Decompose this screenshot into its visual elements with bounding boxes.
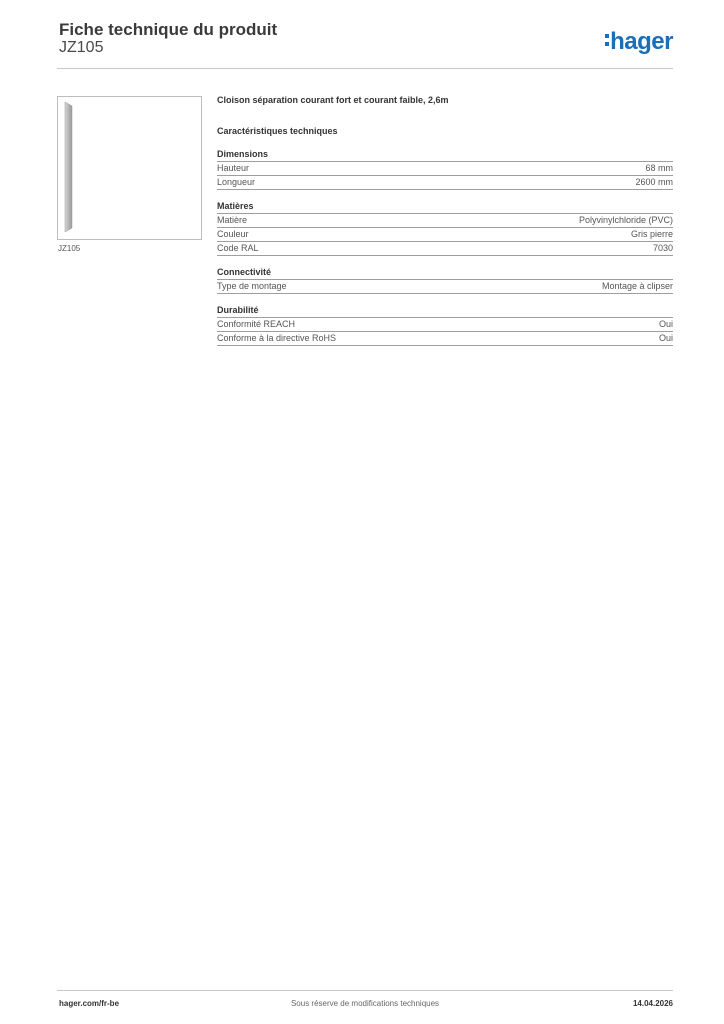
spec-value: Montage à clipser [601,281,673,291]
spec-label: Couleur [217,229,249,239]
spec-group-title: Dimensions [217,149,673,162]
spec-value: Gris pierre [630,229,673,239]
spec-group-materials [217,201,673,256]
spec-label: Conforme à la directive RoHS [217,333,337,343]
spec-value: 68 mm [645,163,673,173]
spec-label: Code RAL [217,243,259,253]
logo-text: hager [610,28,673,55]
spec-label: Matière [217,215,248,225]
spec-row [217,280,673,294]
spec-label: Conformité REACH [217,319,296,329]
spec-label: Hauteur [217,163,250,173]
spec-row [217,228,673,242]
footer-date: 14.04.2026 [632,999,673,1008]
spec-group-title: Connectivité [217,267,673,280]
page-footer [57,990,673,1015]
spec-row [217,332,673,346]
spec-row [217,162,673,176]
spec-group-durability [217,305,673,346]
footer-website-link[interactable]: hager.com/fr-be [59,999,120,1008]
spec-group-title: Matières [217,201,673,214]
product-image [57,96,202,240]
spec-value: Oui [658,333,673,343]
spec-label: Type de montage [217,281,287,291]
spec-value: 2600 mm [635,177,673,187]
specs-heading: Caractéristiques techniques [217,126,338,136]
page-header [57,20,673,69]
product-reference: JZ105 [59,39,104,56]
spec-group-connectivity [217,267,673,294]
spec-value: Oui [658,319,673,329]
spec-value: Polyvinylchloride (PVC) [578,215,673,225]
spec-group-title: Durabilité [217,305,673,318]
product-description: Cloison séparation courant fort et courant faible, 2,6m [217,95,449,105]
page-title: Fiche technique du produit [59,20,278,39]
spec-row [217,214,673,228]
spec-label: Longueur [217,177,256,187]
spec-row [217,242,673,256]
spec-group-dimensions [217,149,673,190]
image-caption: JZ105 [58,244,81,253]
footer-disclaimer: Sous réserve de modifications techniques [290,999,440,1008]
hager-logo [605,28,673,56]
partition-strip-icon [58,97,201,239]
spec-row [217,318,673,332]
spec-row [217,176,673,190]
spec-value: 7030 [652,243,673,253]
spec-content [217,95,673,346]
